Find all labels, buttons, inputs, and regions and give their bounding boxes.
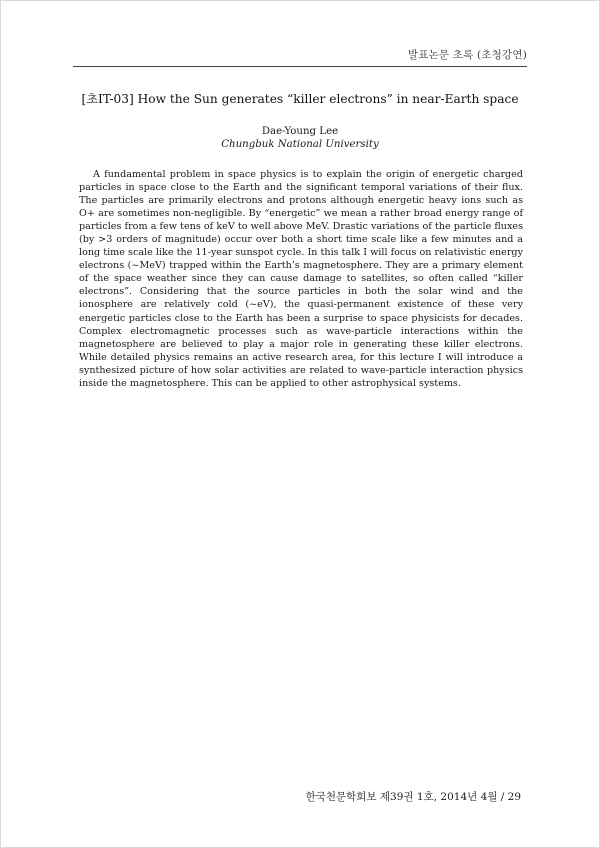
article-title: [초IT-03] How the Sun generates “killer electrons” in near-Earth space bbox=[81, 92, 519, 106]
footer-citation: 한국천문학회보 제39권 1호, 2014년 4월 / 29 bbox=[305, 791, 521, 803]
author-affiliation: Chungbuk National University bbox=[221, 139, 379, 150]
author-name: Dae-Young Lee bbox=[261, 126, 339, 137]
abstract-text: A fundamental problem in space physics is to explain the origin of energetic charged particles in space close to the Earth and the significant temporal variations of their flux. The particles are primarily electrons and protons although energetic heavy ions such as O+ are sometimes non-negligible. By “energetic” we mean a rather broad energy range of particles from a few tens of keV to well above MeV. Drastic variations of the particle fluxes (by >3 orders of magnitude) occur over both a short time scale like a few minutes and a long time scale like the 11-year sunspot cycle. In this talk I will focus on relativistic energy electrons (~MeV) trapped within the Earth’s magnetosphere. They are a primary element of the space weather since they can cause damage to satellites, so often called “killer electrons”. Considering that the source particles in both the solar wind and the ionosphere are relatively cold (~eV), the quasi-permanent existence of these very energetic particles close to the Earth has been a surprise to space physicists for decades. Complex electromagnetic processes such as wave-particle interactions within the magnetosphere are believed to play a major role in generating these killer electrons. While detailed physics remains an active research area, for this lecture I will introduce a synthesized picture of how solar activities are related to wave-particle interaction physics inside the magnetosphere. This can be applied to other astrophysical systems. bbox=[79, 169, 523, 389]
header-rule bbox=[73, 66, 527, 67]
running-head: 발표논문 초록 (초청강연) bbox=[407, 49, 527, 61]
